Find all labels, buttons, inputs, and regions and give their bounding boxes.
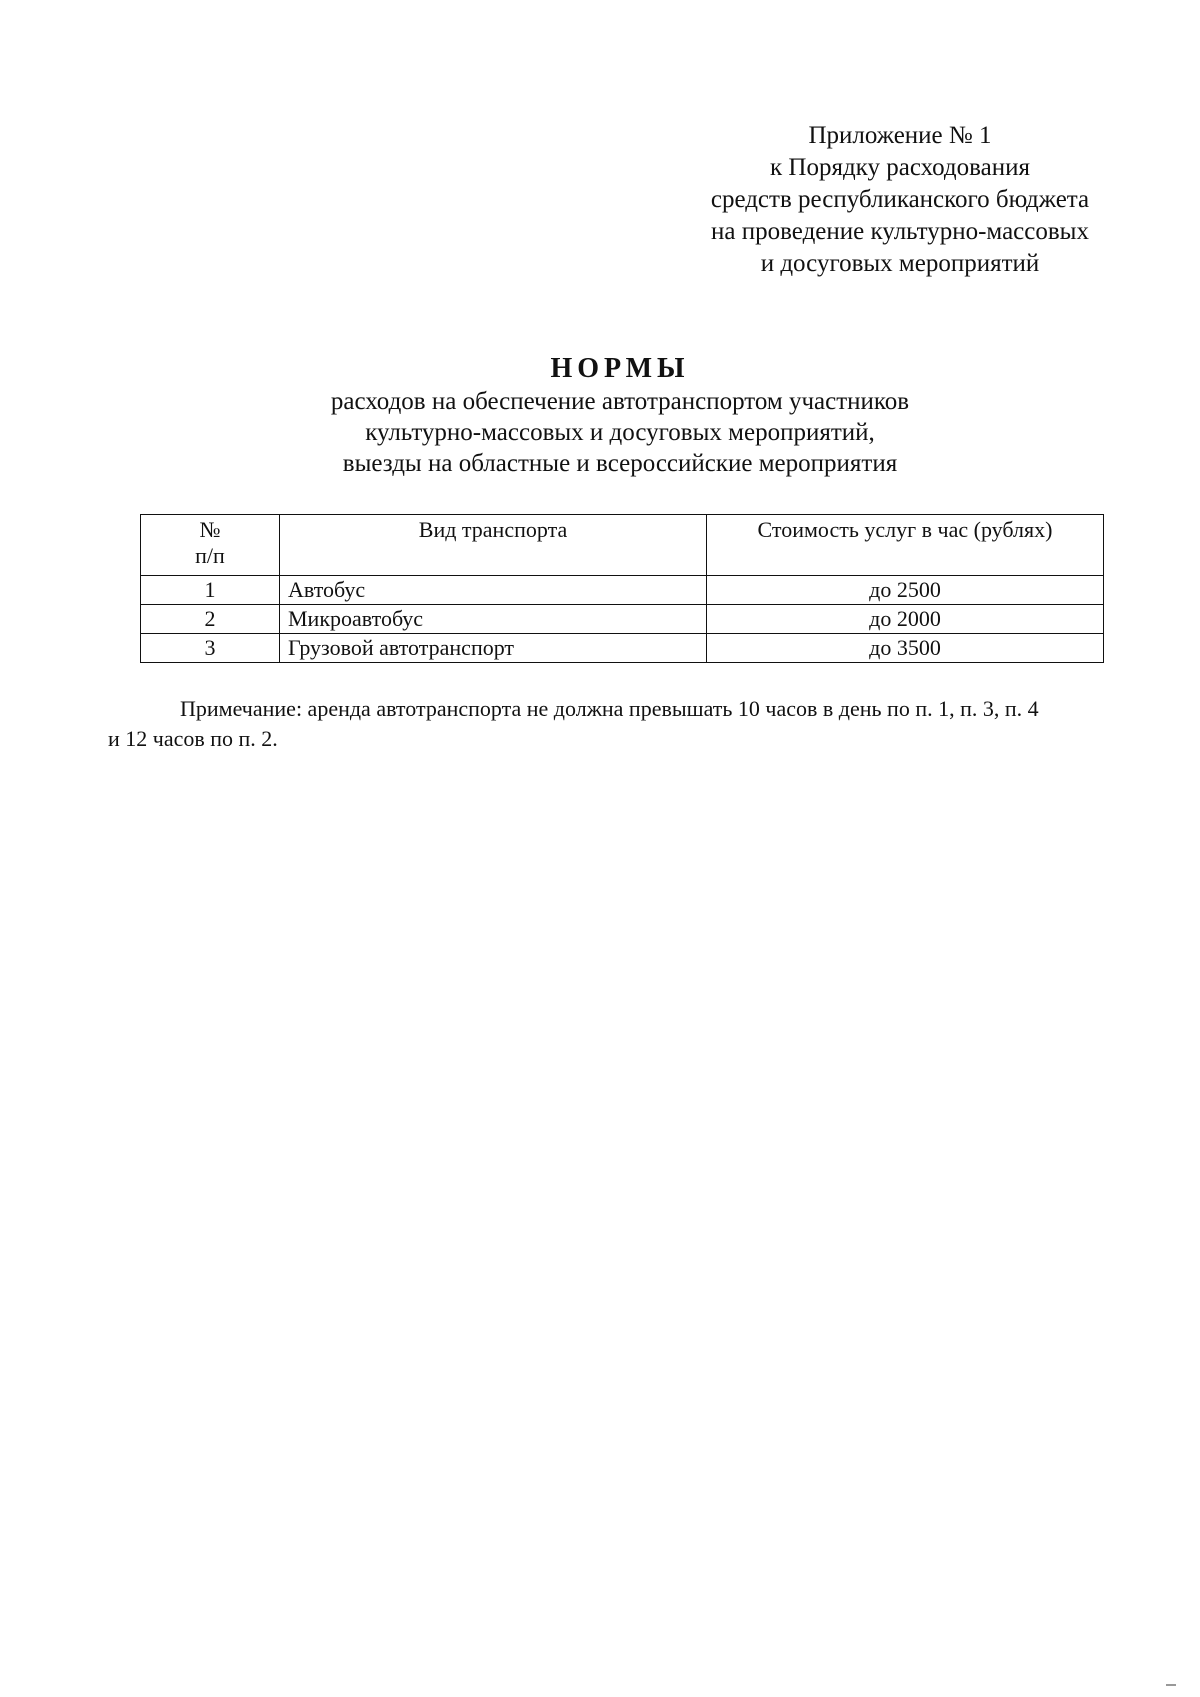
table-header xyxy=(141,515,1104,576)
title-block xyxy=(0,352,1200,479)
note-line: и 12 часов по п. 2. xyxy=(108,726,278,751)
appendix-header xyxy=(660,120,1140,280)
row-cost: до 2000 xyxy=(707,605,1104,634)
header-number xyxy=(141,515,280,576)
appendix-line: к Порядку расходования xyxy=(770,154,1030,181)
table-row xyxy=(141,634,1104,663)
row-cost: до 3500 xyxy=(707,634,1104,663)
header-cost: Стоимость услуг в час (рублях) xyxy=(707,515,1104,576)
row-cost: до 2500 xyxy=(707,576,1104,605)
note-paragraph xyxy=(108,694,1148,754)
row-transport-type: Грузовой автотранспорт xyxy=(280,634,707,663)
scan-artifact xyxy=(1166,1684,1176,1686)
row-number: 3 xyxy=(141,634,280,663)
table-body xyxy=(141,576,1104,663)
document-title: НОРМЫ xyxy=(550,353,690,384)
row-number: 1 xyxy=(141,576,280,605)
row-transport-type: Автобус xyxy=(280,576,707,605)
appendix-line: и досуговых мероприятий xyxy=(760,250,1040,277)
table-row xyxy=(141,576,1104,605)
table-header-row xyxy=(141,515,1104,576)
appendix-line: Приложение № 1 xyxy=(808,122,992,149)
row-number: 2 xyxy=(141,605,280,634)
appendix-line: на проведение культурно-массовых xyxy=(711,218,1089,245)
subtitle-line: культурно-массовых и досуговых мероприятий, xyxy=(365,419,875,446)
row-transport-type: Микроавтобус xyxy=(280,605,707,634)
header-number-line2: п/п xyxy=(195,543,225,568)
table-row xyxy=(141,605,1104,634)
appendix-line: средств республиканского бюджета xyxy=(710,186,1090,213)
note-line: Примечание: аренда автотранспорта не должна превышать 10 часов в день по п. 1, п. 3, п. 4 xyxy=(180,696,1039,721)
document-subtitle xyxy=(0,386,1200,479)
header-number-line1: № xyxy=(199,517,221,542)
subtitle-line: выезды на областные и всероссийские мероприятия xyxy=(342,450,898,477)
norms-table xyxy=(140,514,1104,663)
header-transport-type: Вид транспорта xyxy=(280,515,707,576)
subtitle-line: расходов на обеспечение автотранспортом участников xyxy=(330,388,910,415)
